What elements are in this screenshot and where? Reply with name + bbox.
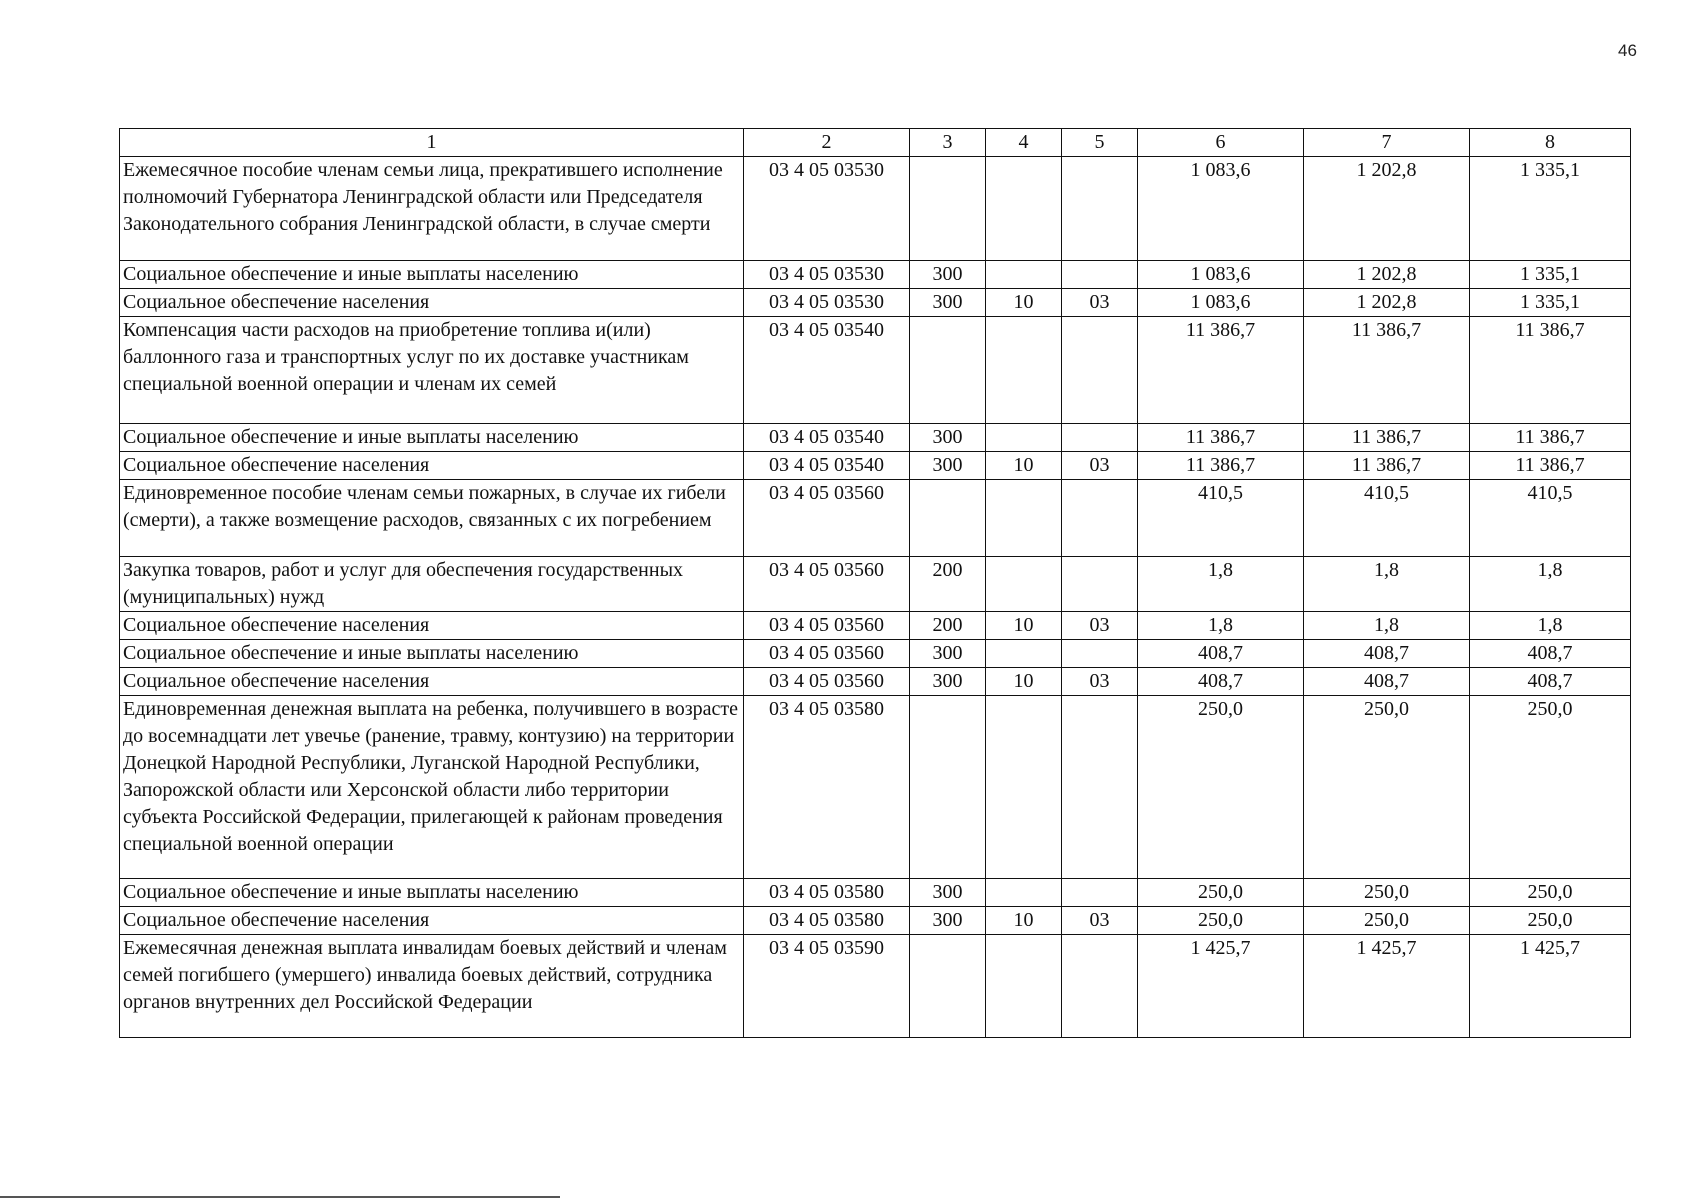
row-col3-cell: 300 [910, 668, 986, 696]
row-value-col6: 250,0 [1138, 696, 1304, 879]
row-value-col8: 408,7 [1470, 640, 1631, 668]
row-code-cell: 03 4 05 03560 [744, 612, 910, 640]
row-code-cell: 03 4 05 03540 [744, 452, 910, 480]
row-code-cell: 03 4 05 03530 [744, 157, 910, 261]
row-col3-cell [910, 480, 986, 557]
table-row [120, 696, 1631, 879]
row-value-col7: 1 425,7 [1304, 935, 1470, 1038]
row-value-col8: 1 335,1 [1470, 289, 1631, 317]
row-col3-cell: 300 [910, 879, 986, 907]
column-header-2: 2 [744, 129, 910, 157]
row-code-cell: 03 4 05 03540 [744, 424, 910, 452]
table-row [120, 289, 1631, 317]
row-col4-cell [986, 557, 1062, 612]
row-col3-cell: 300 [910, 261, 986, 289]
row-value-col8: 1 335,1 [1470, 157, 1631, 261]
row-value-col8: 11 386,7 [1470, 424, 1631, 452]
row-col3-cell: 300 [910, 424, 986, 452]
row-name-cell: Социальное обеспечение населения [120, 452, 744, 480]
table-row [120, 640, 1631, 668]
row-code-cell: 03 4 05 03560 [744, 640, 910, 668]
table-row [120, 935, 1631, 1038]
row-value-col7: 1 202,8 [1304, 157, 1470, 261]
row-col5-cell [1062, 424, 1138, 452]
row-col4-cell: 10 [986, 289, 1062, 317]
row-col4-cell [986, 157, 1062, 261]
row-value-col6: 1,8 [1138, 557, 1304, 612]
row-name-cell: Социальное обеспечение и иные выплаты населению [120, 261, 744, 289]
row-name-cell: Ежемесячное пособие членам семьи лица, прекратившего исполнение полномочий Губернатора Ленинградской области или Председателя Законодательного собрания Ленинградской области, в случае смерти [120, 157, 744, 261]
column-header-7: 7 [1304, 129, 1470, 157]
table-row [120, 668, 1631, 696]
table-row [120, 157, 1631, 261]
row-value-col7: 1,8 [1304, 612, 1470, 640]
row-value-col7: 250,0 [1304, 879, 1470, 907]
row-name-cell: Социальное обеспечение населения [120, 907, 744, 935]
row-col3-cell [910, 317, 986, 424]
row-name-cell: Социальное обеспечение населения [120, 612, 744, 640]
table-row [120, 452, 1631, 480]
row-code-cell: 03 4 05 03530 [744, 261, 910, 289]
row-code-cell: 03 4 05 03560 [744, 557, 910, 612]
row-name-cell: Компенсация части расходов на приобретение топлива и(или) баллонного газа и транспортных услуг по их доставке участникам специальной военной операции и членам их семей [120, 317, 744, 424]
row-value-col8: 1,8 [1470, 612, 1631, 640]
column-header-6: 6 [1138, 129, 1304, 157]
row-name-cell: Единовременная денежная выплата на ребенка, получившего в возрасте до восемнадцати лет увечье (ранение, травму, контузию) на территории Донецкой Народной Республики, Луганской Народной Республики, Запорожской области или Херсонской области либо территории субъекта Российской Федерации, прилегающей к районам проведения специальной военной операции [120, 696, 744, 879]
row-code-cell: 03 4 05 03580 [744, 696, 910, 879]
row-name-cell: Закупка товаров, работ и услуг для обеспечения государственных (муниципальных) нужд [120, 557, 744, 612]
row-name-cell: Социальное обеспечение населения [120, 668, 744, 696]
row-col5-cell [1062, 157, 1138, 261]
row-value-col7: 410,5 [1304, 480, 1470, 557]
row-value-col8: 11 386,7 [1470, 452, 1631, 480]
row-col3-cell: 200 [910, 612, 986, 640]
row-value-col8: 410,5 [1470, 480, 1631, 557]
row-value-col7: 1,8 [1304, 557, 1470, 612]
row-value-col6: 1 425,7 [1138, 935, 1304, 1038]
row-name-cell: Ежемесячная денежная выплата инвалидам боевых действий и членам семей погибшего (умершего) инвалида боевых действий, сотрудника органов внутренних дел Российской Федерации [120, 935, 744, 1038]
row-col4-cell [986, 640, 1062, 668]
row-value-col8: 250,0 [1470, 907, 1631, 935]
row-value-col6: 408,7 [1138, 668, 1304, 696]
table-row [120, 424, 1631, 452]
row-code-cell: 03 4 05 03530 [744, 289, 910, 317]
row-col4-cell [986, 696, 1062, 879]
row-value-col6: 11 386,7 [1138, 317, 1304, 424]
row-col4-cell [986, 935, 1062, 1038]
row-code-cell: 03 4 05 03560 [744, 480, 910, 557]
row-value-col8: 250,0 [1470, 879, 1631, 907]
row-value-col7: 250,0 [1304, 907, 1470, 935]
row-name-cell: Социальное обеспечение и иные выплаты населению [120, 424, 744, 452]
row-value-col7: 11 386,7 [1304, 452, 1470, 480]
row-value-col7: 408,7 [1304, 668, 1470, 696]
row-code-cell: 03 4 05 03560 [744, 668, 910, 696]
row-value-col7: 1 202,8 [1304, 289, 1470, 317]
row-col4-cell [986, 261, 1062, 289]
row-value-col6: 1,8 [1138, 612, 1304, 640]
row-col4-cell [986, 879, 1062, 907]
table-row [120, 261, 1631, 289]
row-value-col8: 250,0 [1470, 696, 1631, 879]
row-code-cell: 03 4 05 03580 [744, 879, 910, 907]
row-col5-cell [1062, 935, 1138, 1038]
row-value-col8: 1 335,1 [1470, 261, 1631, 289]
scan-edge-line [0, 1196, 560, 1198]
row-col4-cell: 10 [986, 452, 1062, 480]
row-col4-cell: 10 [986, 907, 1062, 935]
column-header-1: 1 [120, 129, 744, 157]
row-value-col6: 1 083,6 [1138, 261, 1304, 289]
table-row [120, 879, 1631, 907]
row-value-col7: 250,0 [1304, 696, 1470, 879]
row-code-cell: 03 4 05 03580 [744, 907, 910, 935]
row-name-cell: Социальное обеспечение и иные выплаты населению [120, 879, 744, 907]
row-col4-cell [986, 424, 1062, 452]
row-value-col6: 11 386,7 [1138, 452, 1304, 480]
row-col5-cell: 03 [1062, 289, 1138, 317]
row-col4-cell: 10 [986, 612, 1062, 640]
table-row [120, 480, 1631, 557]
row-value-col6: 410,5 [1138, 480, 1304, 557]
row-value-col6: 408,7 [1138, 640, 1304, 668]
row-col4-cell [986, 317, 1062, 424]
row-col4-cell: 10 [986, 668, 1062, 696]
row-col5-cell: 03 [1062, 907, 1138, 935]
row-col3-cell: 300 [910, 289, 986, 317]
row-col5-cell [1062, 261, 1138, 289]
row-col3-cell: 300 [910, 640, 986, 668]
row-col3-cell [910, 696, 986, 879]
row-value-col6: 11 386,7 [1138, 424, 1304, 452]
row-value-col7: 1 202,8 [1304, 261, 1470, 289]
row-value-col6: 1 083,6 [1138, 289, 1304, 317]
table-row [120, 907, 1631, 935]
column-header-8: 8 [1470, 129, 1631, 157]
row-col3-cell: 300 [910, 452, 986, 480]
row-value-col8: 1 425,7 [1470, 935, 1631, 1038]
row-col5-cell: 03 [1062, 668, 1138, 696]
column-number-row [120, 129, 1631, 157]
row-name-cell: Социальное обеспечение и иные выплаты населению [120, 640, 744, 668]
table-row [120, 612, 1631, 640]
row-value-col8: 1,8 [1470, 557, 1631, 612]
table-row [120, 557, 1631, 612]
row-value-col7: 11 386,7 [1304, 424, 1470, 452]
row-col5-cell [1062, 480, 1138, 557]
budget-table [119, 128, 1631, 1038]
column-header-3: 3 [910, 129, 986, 157]
row-col5-cell [1062, 696, 1138, 879]
row-value-col8: 11 386,7 [1470, 317, 1631, 424]
row-code-cell: 03 4 05 03540 [744, 317, 910, 424]
row-col5-cell: 03 [1062, 612, 1138, 640]
row-col5-cell [1062, 879, 1138, 907]
column-header-4: 4 [986, 129, 1062, 157]
row-col3-cell [910, 935, 986, 1038]
row-value-col8: 408,7 [1470, 668, 1631, 696]
column-header-5: 5 [1062, 129, 1138, 157]
row-col5-cell [1062, 640, 1138, 668]
row-code-cell: 03 4 05 03590 [744, 935, 910, 1038]
row-value-col7: 11 386,7 [1304, 317, 1470, 424]
row-value-col7: 408,7 [1304, 640, 1470, 668]
row-value-col6: 250,0 [1138, 879, 1304, 907]
row-col4-cell [986, 480, 1062, 557]
row-name-cell: Социальное обеспечение населения [120, 289, 744, 317]
row-value-col6: 1 083,6 [1138, 157, 1304, 261]
row-col5-cell [1062, 317, 1138, 424]
row-col3-cell: 200 [910, 557, 986, 612]
row-name-cell: Единовременное пособие членам семьи пожарных, в случае их гибели (смерти), а также возмещение расходов, связанных с их погребением [120, 480, 744, 557]
row-col5-cell [1062, 557, 1138, 612]
page-number: 46 [1618, 41, 1637, 60]
row-col3-cell: 300 [910, 907, 986, 935]
row-col3-cell [910, 157, 986, 261]
row-value-col6: 250,0 [1138, 907, 1304, 935]
table-row [120, 317, 1631, 424]
row-col5-cell: 03 [1062, 452, 1138, 480]
